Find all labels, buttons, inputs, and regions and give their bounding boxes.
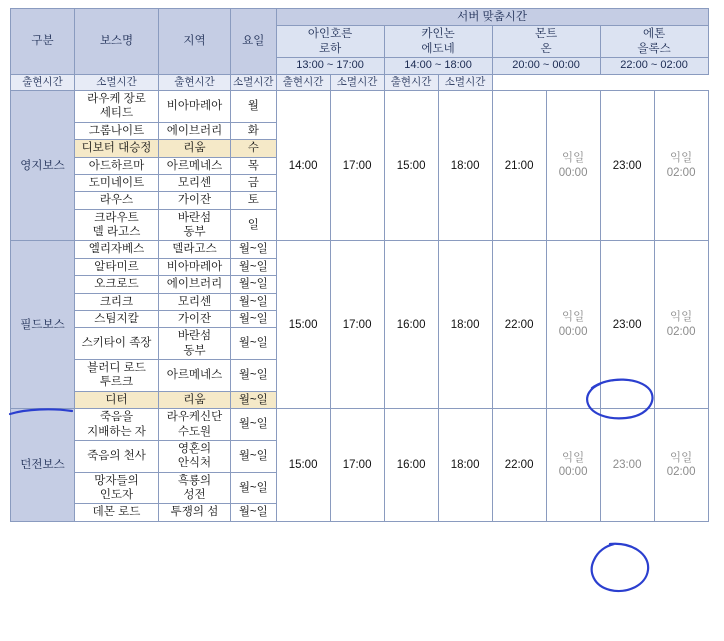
header-appear-1: 출현시간 xyxy=(11,74,75,90)
category-cell-0: 영지보스 xyxy=(11,91,75,241)
despawn-time-cell-s1: 17:00 xyxy=(330,91,384,241)
region-cell: 아르메네스 xyxy=(159,157,231,174)
despawn-time-cell-s1: 17:00 xyxy=(330,241,384,409)
boss-name-cell: 스팀지칼 xyxy=(75,310,159,327)
appear-time-cell-s1: 15:00 xyxy=(276,409,330,522)
despawn-time-cell-s3: 익일 00:00 xyxy=(546,409,600,522)
boss-name-cell: 크리크 xyxy=(75,293,159,310)
region-cell: 아르메네스 xyxy=(159,360,231,392)
appear-time-cell-s4: 23:00 xyxy=(600,241,654,409)
despawn-time-cell-s2: 18:00 xyxy=(438,241,492,409)
appear-time-cell-s2: 16:00 xyxy=(384,241,438,409)
weekday-cell: 금 xyxy=(231,174,277,191)
boss-name-cell: 죽음의 천사 xyxy=(75,440,159,472)
despawn-time-cell-s2: 18:00 xyxy=(438,409,492,522)
table-body xyxy=(11,91,709,522)
region-cell: 라우케신단 수도원 xyxy=(159,409,231,441)
region-cell: 가이잔 xyxy=(159,310,231,327)
weekday-cell: 월~일 xyxy=(231,310,277,327)
server-1-name: 아인호른 xyxy=(307,28,353,41)
header-server-4 xyxy=(600,26,708,58)
header-region: 지역 xyxy=(159,9,231,75)
region-cell: 흑룡의 성전 xyxy=(159,472,231,504)
region-cell: 영혼의 안식처 xyxy=(159,440,231,472)
server-4-name: 에톤 xyxy=(642,28,666,41)
boss-name-cell: 디보터 대승정 xyxy=(75,140,159,157)
boss-schedule-table xyxy=(10,8,709,522)
header-despawn-4: 소멸시간 xyxy=(438,74,492,90)
despawn-time-cell-s2: 18:00 xyxy=(438,91,492,241)
header-server-time: 서버 맞춤시간 xyxy=(276,9,708,26)
appear-time-cell-s2: 15:00 xyxy=(384,91,438,241)
boss-name-cell: 라우스 xyxy=(75,192,159,209)
header-server-1 xyxy=(276,26,384,58)
server-1-range: 13:00 ~ 17:00 xyxy=(276,58,384,75)
despawn-time-cell-s4: 익일 02:00 xyxy=(654,91,708,241)
boss-name-cell: 도미네이트 xyxy=(75,174,159,191)
weekday-cell: 목 xyxy=(231,157,277,174)
appear-time-cell-s4: 23:00 xyxy=(600,409,654,522)
appear-time-cell-s3: 22:00 xyxy=(492,409,546,522)
boss-name-cell: 알타미르 xyxy=(75,258,159,275)
header-row-appear-despawn xyxy=(11,74,709,90)
header-appear-2: 출현시간 xyxy=(159,74,231,90)
weekday-cell: 토 xyxy=(231,192,277,209)
header-server-3 xyxy=(492,26,600,58)
despawn-time-cell-s4: 익일 02:00 xyxy=(654,241,708,409)
boss-name-cell: 엘리자베스 xyxy=(75,241,159,258)
boss-name-cell: 스키타이 족장 xyxy=(75,328,159,360)
category-cell-1: 필드보스 xyxy=(11,241,75,409)
appear-time-cell-s4: 23:00 xyxy=(600,91,654,241)
weekday-cell: 월~일 xyxy=(231,440,277,472)
boss-name-cell: 블러디 로드 투르크 xyxy=(75,360,159,392)
header-appear-4: 출현시간 xyxy=(384,74,438,90)
server-2-range: 14:00 ~ 18:00 xyxy=(384,58,492,75)
region-cell: 투쟁의 섬 xyxy=(159,504,231,521)
weekday-cell: 월 xyxy=(231,91,277,123)
weekday-cell: 수 xyxy=(231,140,277,157)
appear-time-cell-s3: 21:00 xyxy=(492,91,546,241)
weekday-cell: 월~일 xyxy=(231,258,277,275)
boss-name-cell: 크라우트 델 라고스 xyxy=(75,209,159,241)
server-4-range: 22:00 ~ 02:00 xyxy=(600,58,708,75)
appear-time-cell-s3: 22:00 xyxy=(492,241,546,409)
region-cell: 델라고스 xyxy=(159,241,231,258)
boss-name-cell: 라우케 장로 세티드 xyxy=(75,91,159,123)
spreadsheet-sheet xyxy=(0,8,724,641)
region-cell: 리움 xyxy=(159,140,231,157)
table-row xyxy=(11,91,709,123)
boss-name-cell: 아드하르마 xyxy=(75,157,159,174)
weekday-cell: 화 xyxy=(231,122,277,139)
header-category: 구분 xyxy=(11,9,75,75)
boss-name-cell: 디터 xyxy=(75,391,159,408)
region-cell: 바란섬 동부 xyxy=(159,328,231,360)
weekday-cell: 월~일 xyxy=(231,409,277,441)
server-3-name: 몬트 xyxy=(534,28,558,41)
appear-time-cell-s1: 15:00 xyxy=(276,241,330,409)
appear-time-cell-s1: 14:00 xyxy=(276,91,330,241)
weekday-cell: 월~일 xyxy=(231,472,277,504)
boss-name-cell: 죽음을 지배하는 자 xyxy=(75,409,159,441)
region-cell: 가이잔 xyxy=(159,192,231,209)
region-cell: 바란섬 동부 xyxy=(159,209,231,241)
region-cell: 모리센 xyxy=(159,293,231,310)
weekday-cell: 일 xyxy=(231,209,277,241)
header-weekday: 요일 xyxy=(231,9,277,75)
boss-name-cell: 데몬 로드 xyxy=(75,504,159,521)
boss-name-cell: 오크로드 xyxy=(75,276,159,293)
despawn-time-cell-s3: 익일 00:00 xyxy=(546,241,600,409)
region-cell: 에이브러리 xyxy=(159,122,231,139)
despawn-time-cell-s1: 17:00 xyxy=(330,409,384,522)
table-row xyxy=(11,241,709,258)
weekday-cell: 월~일 xyxy=(231,328,277,360)
weekday-cell: 월~일 xyxy=(231,293,277,310)
region-cell: 리움 xyxy=(159,391,231,408)
header-row-servertime xyxy=(11,9,709,26)
weekday-cell: 월~일 xyxy=(231,391,277,408)
weekday-cell: 월~일 xyxy=(231,276,277,293)
header-despawn-2: 소멸시간 xyxy=(231,74,277,90)
header-despawn-1: 소멸시간 xyxy=(75,74,159,90)
region-cell: 비아마레아 xyxy=(159,258,231,275)
server-1-sub: 로하 xyxy=(318,42,342,55)
server-3-range: 20:00 ~ 00:00 xyxy=(492,58,600,75)
weekday-cell: 월~일 xyxy=(231,360,277,392)
appear-time-cell-s2: 16:00 xyxy=(384,409,438,522)
server-2-sub: 에도네 xyxy=(421,42,455,55)
category-cell-2: 던전보스 xyxy=(11,409,75,522)
server-2-name: 카인논 xyxy=(421,28,455,41)
header-server-2 xyxy=(384,26,492,58)
boss-name-cell: 그롬나이트 xyxy=(75,122,159,139)
table-row xyxy=(11,409,709,441)
server-4-sub: 을록스 xyxy=(637,42,671,55)
region-cell: 모리센 xyxy=(159,174,231,191)
region-cell: 비아마레아 xyxy=(159,91,231,123)
boss-name-cell: 망자들의 인도자 xyxy=(75,472,159,504)
annotation-circle-dungeon-eton-appear xyxy=(584,538,660,600)
server-3-sub: 온 xyxy=(540,42,552,55)
header-appear-3: 출현시간 xyxy=(276,74,330,90)
header-despawn-3: 소멸시간 xyxy=(330,74,384,90)
weekday-cell: 월~일 xyxy=(231,504,277,521)
header-boss-name: 보스명 xyxy=(75,9,159,75)
weekday-cell: 월~일 xyxy=(231,241,277,258)
despawn-time-cell-s4: 익일 02:00 xyxy=(654,409,708,522)
despawn-time-cell-s3: 익일 00:00 xyxy=(546,91,600,241)
region-cell: 에이브러리 xyxy=(159,276,231,293)
